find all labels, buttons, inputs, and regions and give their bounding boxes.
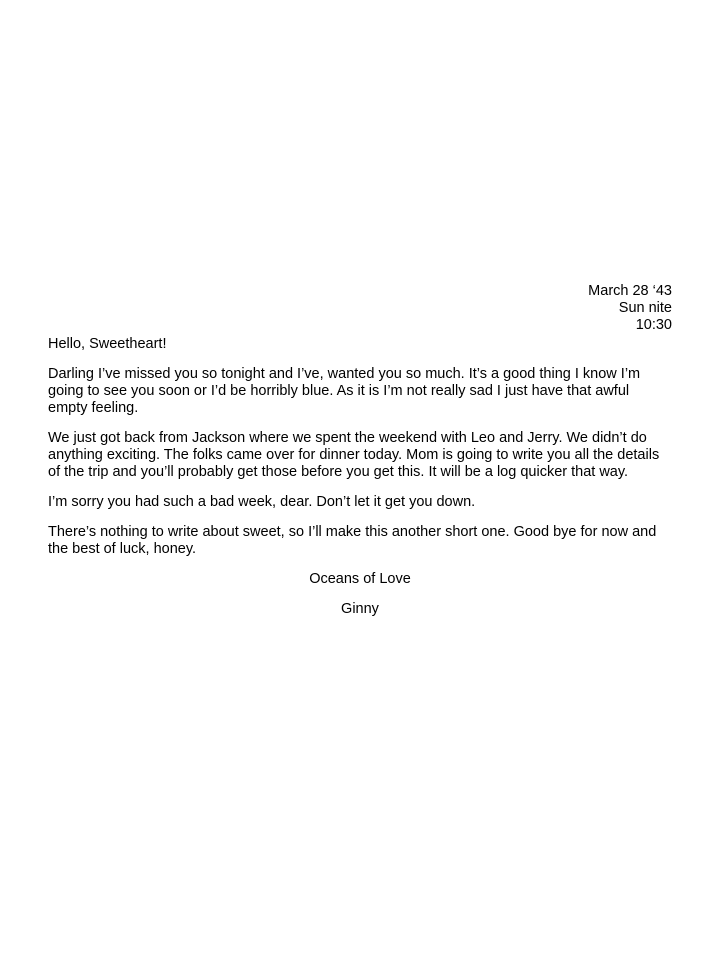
paragraph-4: There’s nothing to write about sweet, so I’ll make this another short one. Good bye for now and the best of luck, honey. — [48, 524, 657, 557]
signature: Ginny — [341, 601, 379, 617]
letter-day: Sun nite — [618, 300, 672, 316]
paragraph-1: Darling I’ve missed you so tonight and I’ve, wanted you so much. It’s a good thing I know I’m going to see you soon or I’d be horribly blue. As it is I’m not really sad I just have that awful empty feeling. — [48, 366, 641, 416]
salutation: Hello, Sweetheart! — [48, 336, 167, 352]
paragraph-3: I’m sorry you had such a bad week, dear. Don’t let it get you down. — [48, 494, 476, 510]
letter-time: 10:30 — [635, 317, 672, 333]
closing: Oceans of Love — [309, 571, 411, 587]
paragraph-2: We just got back from Jackson where we spent the weekend with Leo and Jerry. We didn’t do anything exciting. The folks came over for dinner today. Mom is going to write you all the details of the trip and you’ll probably get those before you get this. It will be a log quicker that way. — [48, 430, 660, 480]
letter-date: March 28 ‘43 — [588, 283, 672, 299]
letter-page — [48, 283, 672, 631]
dateline — [48, 283, 672, 334]
